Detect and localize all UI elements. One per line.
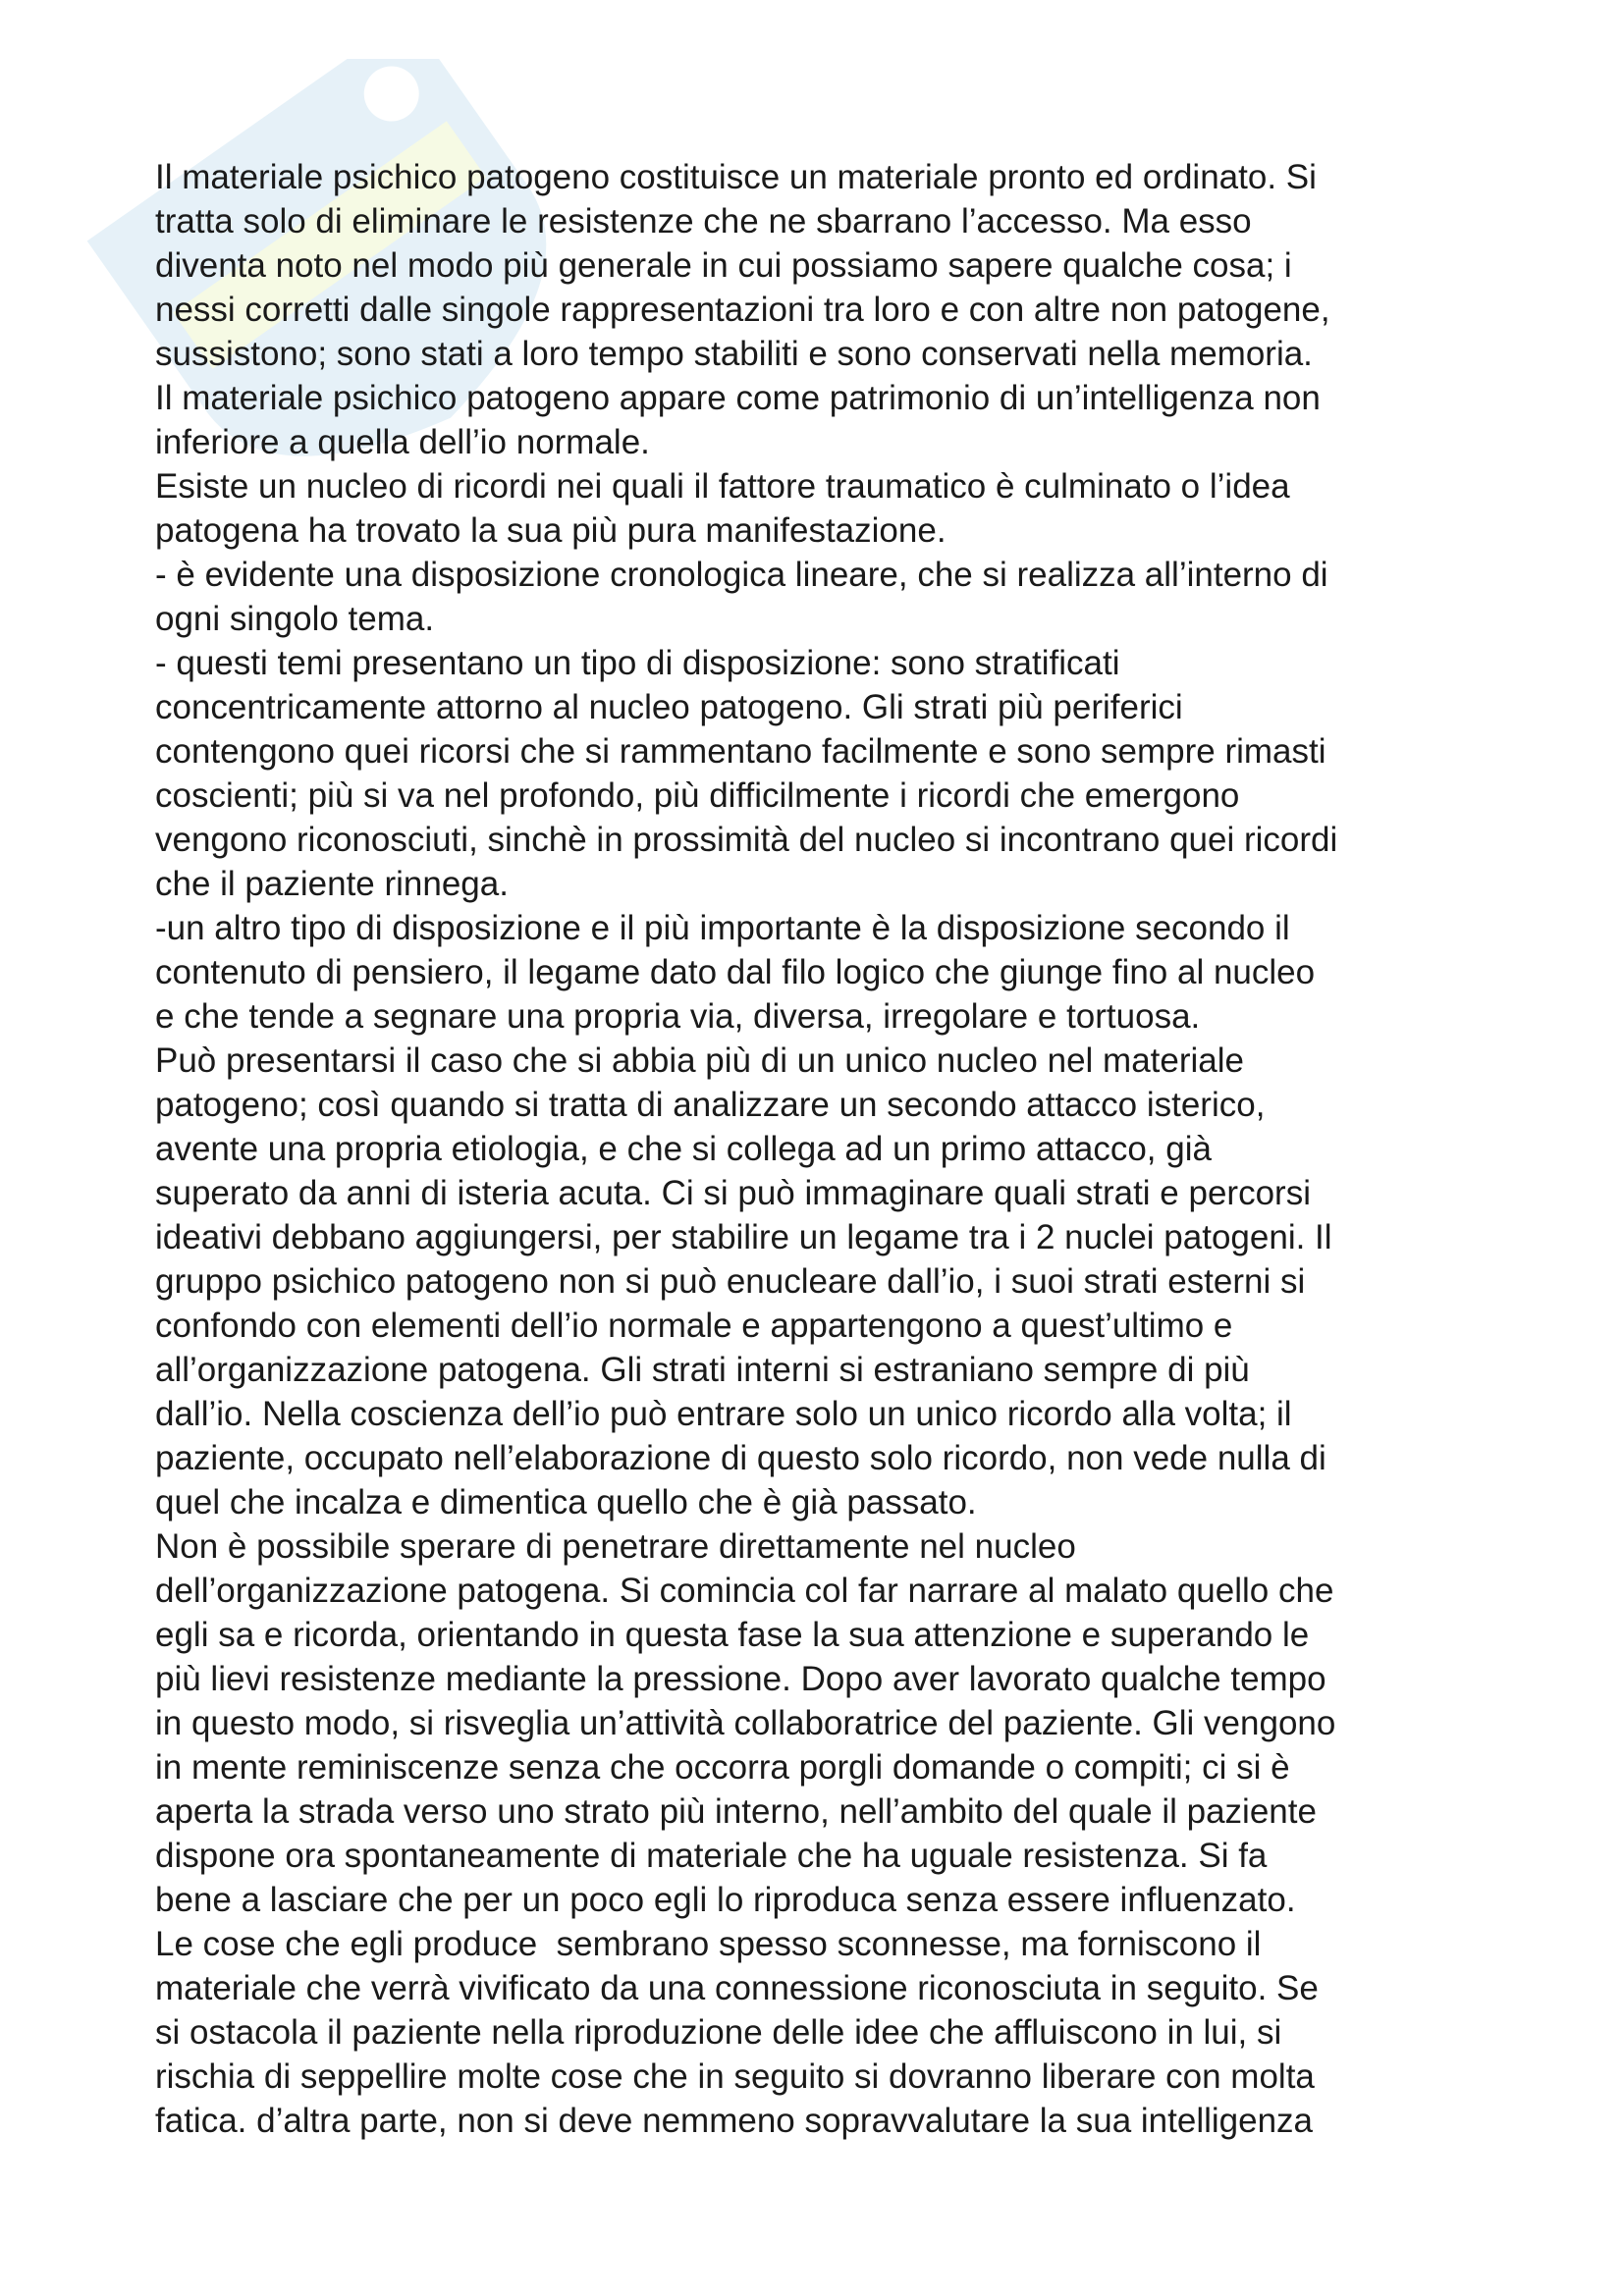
text-line: materiale che verrà vivificato da una connessione riconosciuta in seguito. Se (155, 1969, 1319, 2007)
text-line: ideativi debbano aggiungersi, per stabilire un legame tra i 2 nuclei patogeni. Il (155, 1218, 1332, 1256)
text-line: Esiste un nucleo di ricordi nei quali il fattore traumatico è culminato o l’idea (155, 467, 1290, 506)
text-line: paziente, occupato nell’elaborazione di questo solo ricordo, non vede nulla di (155, 1439, 1326, 1477)
text-line: patogena ha trovato la sua più pura manifestazione. (155, 511, 947, 550)
text-line: Il materiale psichico patogeno costituisce un materiale pronto ed ordinato. Si (155, 158, 1317, 196)
text-line: inferiore a quella dell’io normale. (155, 423, 650, 461)
text-line: avente una propria etiologia, e che si collega ad un primo attacco, già (155, 1130, 1212, 1168)
text-line: -un altro tipo di disposizione e il più importante è la disposizione secondo il (155, 909, 1290, 947)
text-line: superato da anni di isteria acuta. Ci si può immaginare quali strati e percorsi (155, 1174, 1311, 1212)
text-line: coscienti; più si va nel profondo, più difficilmente i ricordi che emergono (155, 776, 1240, 815)
body-text (155, 155, 1490, 2143)
text-line: diventa noto nel modo più generale in cui possiamo sapere qualche cosa; i (155, 246, 1292, 285)
text-line: Non è possibile sperare di penetrare direttamente nel nucleo (155, 1527, 1076, 1566)
text-line: confondo con elementi dell’io normale e appartengono a quest’ultimo e (155, 1307, 1233, 1345)
text-line: concentricamente attorno al nucleo patogeno. Gli strati più periferici (155, 688, 1183, 726)
text-line: dall’io. Nella coscienza dell’io può entrare solo un unico ricordo alla volta; il (155, 1395, 1292, 1433)
text-line: bene a lasciare che per un poco egli lo riproduca senza essere influenzato. (155, 1881, 1296, 1919)
text-line: Le cose che egli produce sembrano spesso sconnesse, ma forniscono il (155, 1925, 1262, 1963)
text-line: sussistono; sono stati a loro tempo stabiliti e sono conservati nella memoria. (155, 335, 1313, 373)
text-line: e che tende a segnare una propria via, diversa, irregolare e tortuosa. (155, 997, 1201, 1036)
text-line: contenuto di pensiero, il legame dato dal filo logico che giunge fino al nucleo (155, 953, 1316, 991)
text-line: in questo modo, si risveglia un’attività collaboratrice del paziente. Gli vengono (155, 1704, 1336, 1742)
text-line: fatica. d’altra parte, non si deve nemmeno sopravvalutare la sua intelligenza (155, 2102, 1314, 2140)
text-line: vengono riconosciuti, sinchè in prossimità del nucleo si incontrano quei ricordi (155, 821, 1338, 859)
text-line: quel che incalza e dimentica quello che è già passato. (155, 1483, 977, 1522)
text-line: dell’organizzazione patogena. Si comincia col far narrare al malato quello che (155, 1572, 1334, 1610)
text-line: che il paziente rinnega. (155, 865, 509, 903)
text-line: Il materiale psichico patogeno appare come patrimonio di un’intelligenza non (155, 379, 1321, 417)
text-line: all’organizzazione patogena. Gli strati interni si estraniano sempre di più (155, 1351, 1250, 1389)
text-line: tratta solo di eliminare le resistenze che ne sbarrano l’accesso. Ma esso (155, 202, 1252, 240)
text-line: contengono quei ricorsi che si rammentano facilmente e sono sempre rimasti (155, 732, 1326, 771)
text-line: Può presentarsi il caso che si abbia più di un unico nucleo nel materiale (155, 1041, 1244, 1080)
text-line: più lievi resistenze mediante la pressione. Dopo aver lavorato qualche tempo (155, 1660, 1326, 1698)
text-line: ogni singolo tema. (155, 600, 435, 638)
text-line: si ostacola il paziente nella riproduzione delle idee che affluiscono in lui, si (155, 2013, 1282, 2052)
text-line: rischia di seppellire molte cose che in seguito si dovranno liberare con molta (155, 2057, 1315, 2096)
text-line: egli sa e ricorda, orientando in questa fase la sua attenzione e superando le (155, 1616, 1310, 1654)
text-line: gruppo psichico patogeno non si può enucleare dall’io, i suoi strati esterni si (155, 1262, 1306, 1301)
text-line: - è evidente una disposizione cronologica lineare, che si realizza all’interno di (155, 556, 1328, 594)
text-line: - questi temi presentano un tipo di disposizione: sono stratificati (155, 644, 1120, 682)
text-line: nessi corretti dalle singole rappresentazioni tra loro e con altre non patogene, (155, 291, 1330, 329)
text-line: in mente reminiscenze senza che occorra porgli domande o compiti; ci si è (155, 1748, 1290, 1787)
text-line: patogeno; così quando si tratta di analizzare un secondo attacco isterico, (155, 1086, 1266, 1124)
text-line: dispone ora spontaneamente di materiale che ha uguale resistenza. Si fa (155, 1837, 1268, 1875)
text-line: aperta la strada verso uno strato più interno, nell’ambito del quale il paziente (155, 1792, 1317, 1831)
